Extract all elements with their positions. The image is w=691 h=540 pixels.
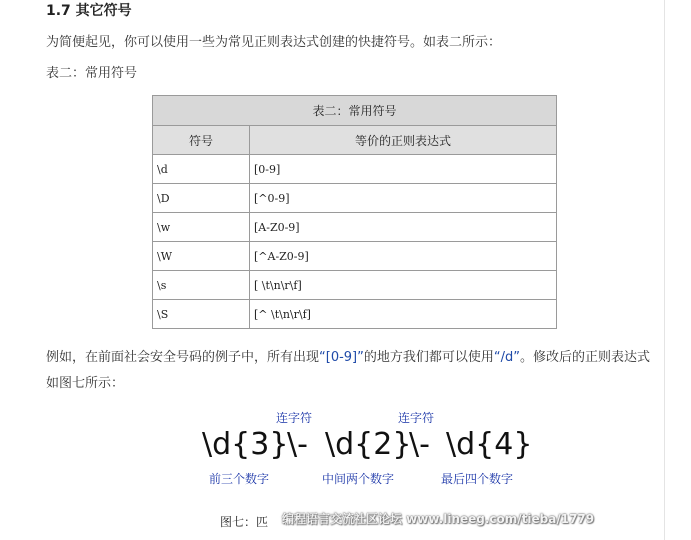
hyphen-label: 连字符 [398,411,435,425]
table-row [153,242,557,271]
digit-group-label: 前三个数字 [209,472,270,486]
regex-token: \d{3} [202,427,289,462]
figure-caption-partial: 匹 [256,515,269,529]
table-row [153,184,557,213]
figure-caption-prefix: 图七： [220,515,257,529]
column-header-symbol: 符号 [153,126,250,155]
symbol-cell: \d [153,155,250,184]
intro-paragraph: 为简便起见，你可以使用一些为常见正则表达式创建的快捷符号。如表二所示： [46,35,502,50]
equivalent-cell: [^0-9] [250,184,557,213]
digit-group-label: 中间两个数字 [322,472,395,486]
symbol-cell: \w [153,213,250,242]
regex-token: \d{2} [325,427,412,462]
example-paragraph [46,345,656,397]
equivalent-cell: [^A-Z0-9] [250,242,557,271]
table-row [153,213,557,242]
symbols-table [152,95,557,329]
table-row [153,271,557,300]
column-header-equivalent: 等价的正则表达式 [250,126,557,155]
table-caption: 表二：常用符号 [46,66,138,81]
table-title: 表二：常用符号 [153,96,557,126]
example-text-middle: 的地方我们都可以使用 [363,350,494,365]
symbol-cell: \S [153,300,250,329]
equivalent-cell: [ \t\n\r\f] [250,271,557,300]
watermark: 编程语言交流社区论坛 www.lineeg.com/tieba/1779 [282,512,595,526]
regex-token: \d{4} [446,427,533,462]
table-row [153,300,557,329]
equivalent-cell: [^ \t\n\r\f] [250,300,557,329]
hyphen-label: 连字符 [276,411,313,425]
symbol-cell: \D [153,184,250,213]
equivalent-cell: [A-Z0-9] [250,213,557,242]
table-row [153,155,557,184]
example-text-after: 。修改后的正则表达式如图七所示： [46,350,651,391]
figure-caption [220,513,268,530]
example-text-before: 例如，在前面社会安全号码的例子中，所有出现 [46,350,320,365]
regex-token: \- [287,427,308,462]
symbol-cell: \W [153,242,250,271]
regex-token: \- [409,427,430,462]
digit-group-label: 最后四个数字 [441,472,514,486]
example-quote-range: “[0-9]” [319,350,364,365]
section-heading: 1.7 其它符号 [46,3,132,19]
regex-figure [0,400,691,540]
equivalent-cell: [0-9] [250,155,557,184]
example-quote-shortcut: “/d” [493,350,520,365]
symbol-cell: \s [153,271,250,300]
